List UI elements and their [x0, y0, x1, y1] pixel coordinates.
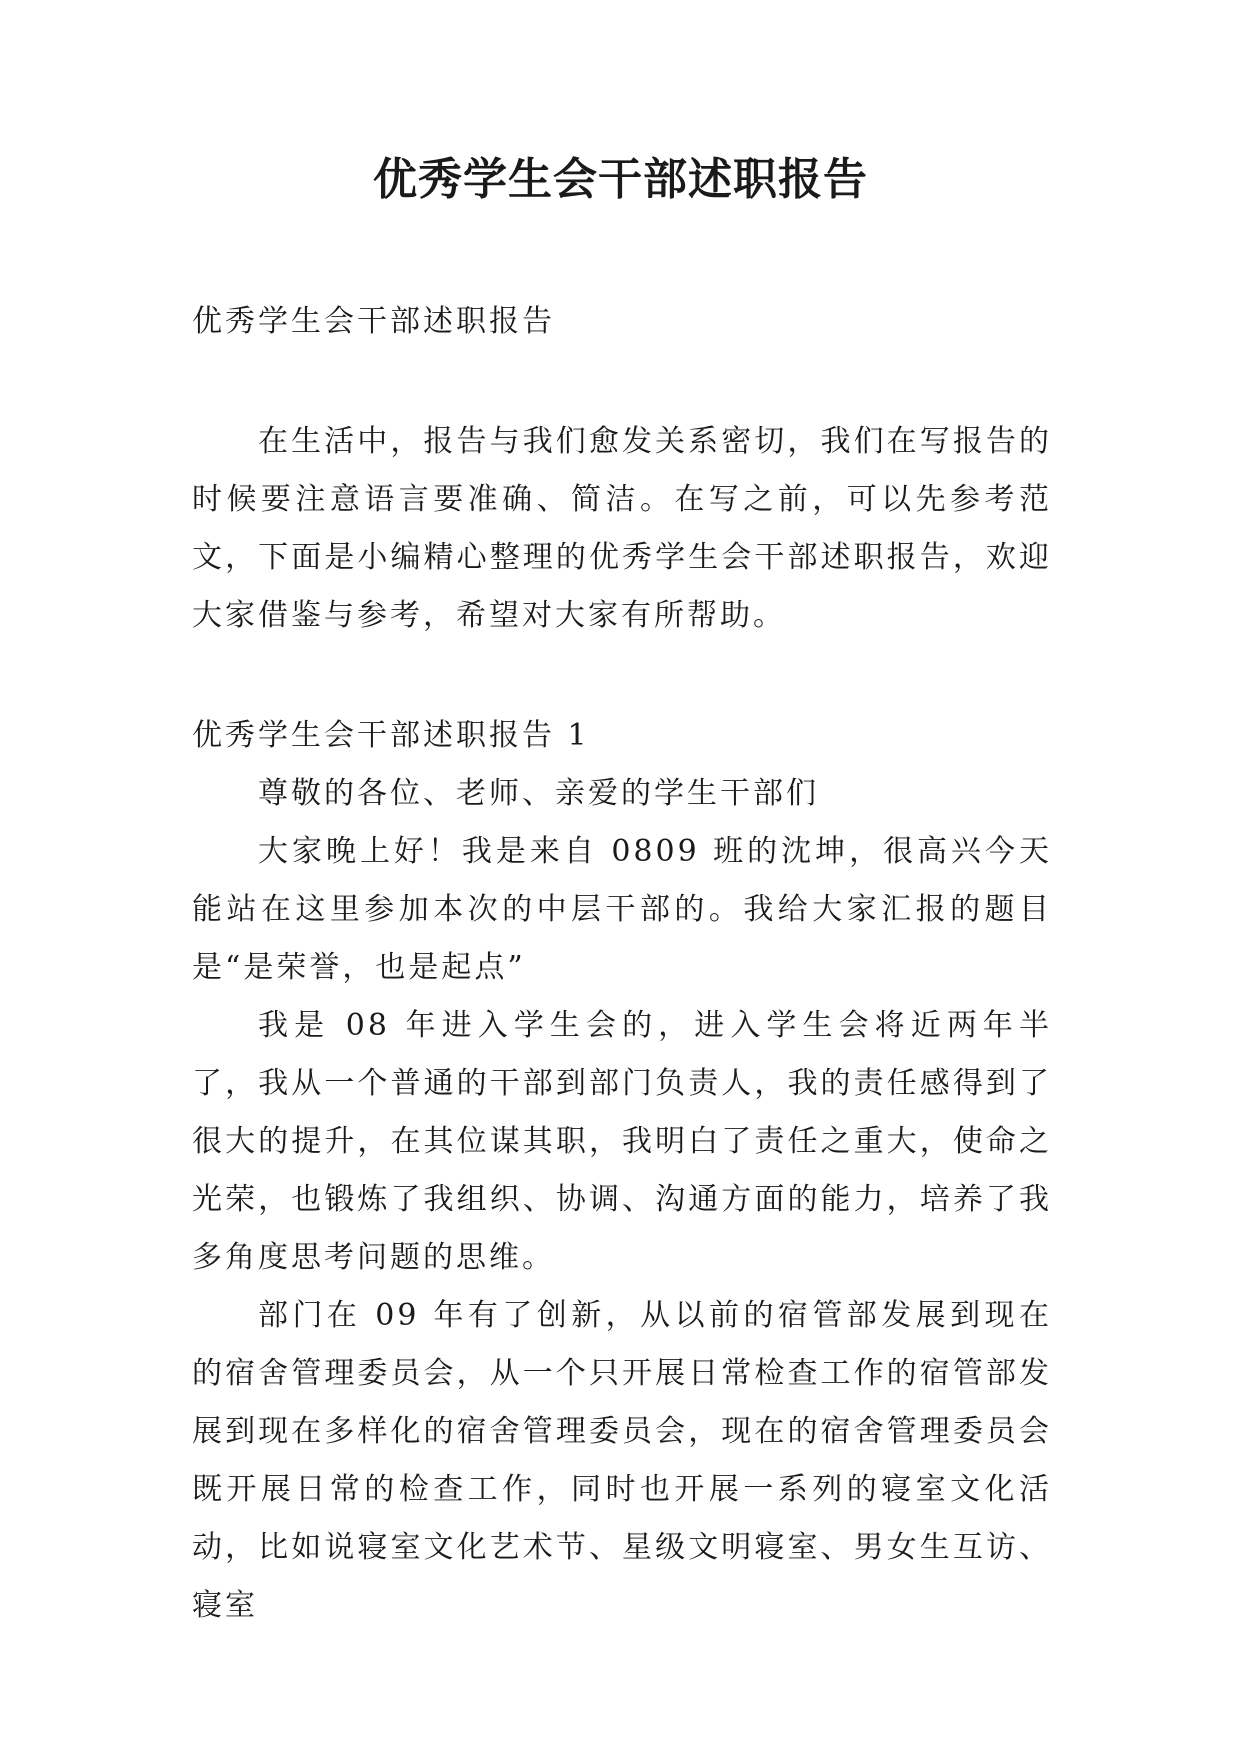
document-title: 优秀学生会干部述职报告 [373, 154, 868, 205]
document-subtitle: 优秀学生会干部述职报告 [192, 304, 555, 339]
body-paragraph: 部门在 09 年有了创新，从以前的宿管部发展到现在的宿舍管理委员会，从一个只开展日常检查工作的宿管部发展到现在多样化的宿舍管理委员会，现在的宿舍管理委员会既开展日常的检查工作，同时也开展一系列的寝室文化活动，比如说寝室文化艺术节、星级文明寝室、男女生互访、寝室 [192, 1298, 1052, 1623]
body-paragraph: 大家晚上好！我是来自 0809 班的沈坤，很高兴今天能站在这里参加本次的中层干部的。我给大家汇报的题目是“是荣誉，也是起点” [192, 834, 1052, 985]
intro-paragraph: 在生活中，报告与我们愈发关系密切，我们在写报告的时候要注意语言要准确、简洁。在写之前，可以先参考范文，下面是小编精心整理的优秀学生会干部述职报告，欢迎大家借鉴与参考，希望对大家有所帮助。 [192, 424, 1052, 633]
section-heading: 优秀学生会干部述职报告 1 [192, 718, 590, 753]
body-paragraph: 我是 08 年进入学生会的，进入学生会将近两年半了，我从一个普通的干部到部门负责人，我的责任感得到了很大的提升，在其位谋其职，我明白了责任之重大，使命之光荣，也锻炼了我组织、协调、沟通方面的能力，培养了我多角度思考问题的思维。 [192, 1008, 1052, 1275]
document-body [192, 293, 1052, 1635]
salutation-paragraph: 尊敬的各位、老师、亲爱的学生干部们 [258, 776, 819, 811]
